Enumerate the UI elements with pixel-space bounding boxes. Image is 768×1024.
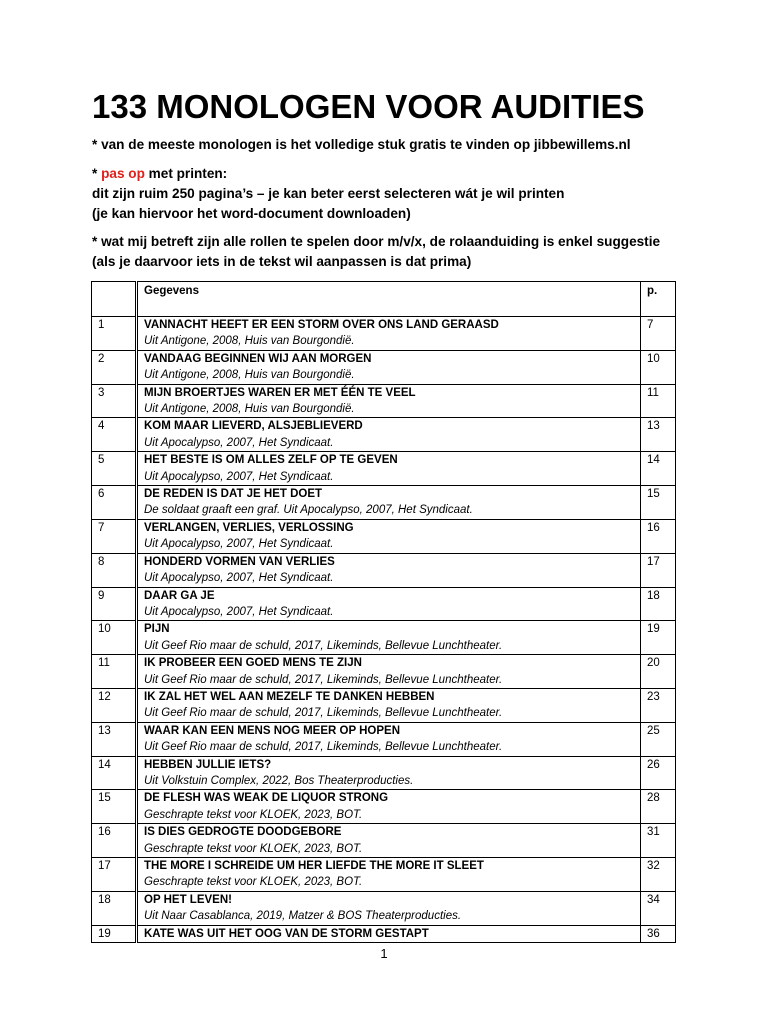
header-page: p. [641,282,676,317]
row-number: 4 [92,418,137,452]
row-page: 36 [641,925,676,942]
table-row [92,519,676,553]
monologue-source: Uit Geef Rio maar de schuld, 2017, Likeminds, Bellevue Lunchtheater. [144,673,503,686]
monologue-title: HEBBEN JULLIE IETS? [144,758,272,771]
row-details [137,587,641,621]
monologue-title: KATE WAS UIT HET OOG VAN DE STORM GESTAPT [144,927,429,940]
row-page: 31 [641,824,676,858]
row-details [137,486,641,520]
row-page: 17 [641,553,676,587]
row-number: 16 [92,824,137,858]
row-number: 8 [92,553,137,587]
monologue-source: Uit Antigone, 2008, Huis van Bourgondië. [144,403,355,416]
monologue-title: HONDERD VORMEN VAN VERLIES [144,555,335,568]
row-number: 14 [92,756,137,790]
note-roles-line-1: * wat mij betreft zijn alle rollen te spelen door m/v/x, de rolaanduiding is enkel suggestie [92,234,661,249]
header-data: Gegevens [137,282,641,317]
row-details [137,621,641,655]
row-page: 26 [641,756,676,790]
row-details [137,350,641,384]
table-row [92,722,676,756]
monologue-title: IK ZAL HET WEL AAN MEZELF TE DANKEN HEBBEN [144,690,435,703]
table-row [92,858,676,892]
row-details [137,384,641,418]
row-number: 1 [92,317,137,351]
row-page: 14 [641,452,676,486]
table-row [92,452,676,486]
table-row [92,317,676,351]
monologue-title: VANNACHT HEEFT ER EEN STORM OVER ONS LAND GERAASD [144,319,499,331]
table-row [92,655,676,689]
row-number: 7 [92,519,137,553]
monologue-title: OP HET LEVEN! [144,893,232,906]
monologue-source: Geschrapte tekst voor KLOEK, 2023, BOT. [144,842,363,855]
note-free-plays: * van de meeste monologen is het volledige stuk gratis te vinden op jibbewillems.nl [92,137,631,152]
row-details [137,858,641,892]
monologue-title: VERLANGEN, VERLIES, VERLOSSING [144,521,354,534]
monologue-source: Uit Apocalypso, 2007, Het Syndicaat. [144,436,334,449]
monologue-title: MIJN BROERTJES WAREN ER MET ÉÉN TE VEEL [144,386,416,399]
monologue-title: WAAR KAN EEN MENS NOG MEER OP HOPEN [144,724,401,737]
row-number: 18 [92,891,137,925]
monologue-source: Uit Apocalypso, 2007, Het Syndicaat. [144,470,334,483]
row-details [137,452,641,486]
note-printing-line-1: dit zijn ruim 250 pagina’s – je kan beter eerst selecteren wát je wil printen [92,186,565,201]
row-number: 12 [92,688,137,722]
note-printing-heading: * pas op met printen: [92,166,228,181]
monologue-title: DE REDEN IS DAT JE HET DOET [144,488,323,501]
row-number: 10 [92,621,137,655]
row-details [137,553,641,587]
table-row [92,824,676,858]
row-details [137,756,641,790]
row-details [137,824,641,858]
monologue-source: Uit Geef Rio maar de schuld, 2017, Likeminds, Bellevue Lunchtheater. [144,741,503,754]
row-details [137,891,641,925]
monologue-title: HET BESTE IS OM ALLES ZELF OP TE GEVEN [144,454,398,467]
row-page: 7 [641,317,676,351]
monologue-source: Uit Antigone, 2008, Huis van Bourgondië. [144,369,355,382]
row-page: 19 [641,621,676,655]
row-page: 28 [641,790,676,824]
header-num [92,282,137,317]
monologue-source: Uit Antigone, 2008, Huis van Bourgondië. [144,335,355,348]
table-row [92,756,676,790]
table-row [92,790,676,824]
row-number: 6 [92,486,137,520]
row-page: 23 [641,688,676,722]
monologue-source: Uit Volkstuin Complex, 2022, Bos Theaterproducties. [144,774,414,787]
monologue-title: PIJN [144,623,170,636]
monologue-source: Uit Naar Casablanca, 2019, Matzer & BOS Theaterproducties. [144,910,462,923]
row-details [137,790,641,824]
row-page: 18 [641,587,676,621]
monologue-title: DE FLESH WAS WEAK DE LIQUOR STRONG [144,792,389,805]
monologue-title: IS DIES GEDROGTE DOODGEBORE [144,826,342,839]
row-page: 16 [641,519,676,553]
row-page: 25 [641,722,676,756]
table-row [92,688,676,722]
page-number: 1 [380,946,388,961]
monologue-source: De soldaat graaft een graf. Uit Apocalypso, 2007, Het Syndicaat. [144,504,473,517]
table-row [92,891,676,925]
note-printing [92,164,564,224]
monologue-source: Uit Apocalypso, 2007, Het Syndicaat. [144,572,334,585]
row-number: 13 [92,722,137,756]
table-row [92,621,676,655]
monologue-source: Geschrapte tekst voor KLOEK, 2023, BOT. [144,876,363,889]
monologue-table [91,281,676,943]
table-row [92,486,676,520]
row-number: 9 [92,587,137,621]
monologue-source: Uit Apocalypso, 2007, Het Syndicaat. [144,538,334,551]
note-roles [92,232,660,272]
row-details [137,925,641,942]
warning-text: pas op [101,166,145,181]
row-page: 11 [641,384,676,418]
document-title: 133 MONOLOGEN VOOR AUDITIES [92,88,645,125]
monologue-source: Uit Geef Rio maar de schuld, 2017, Likeminds, Bellevue Lunchtheater. [144,707,503,720]
row-page: 34 [641,891,676,925]
monologue-source: Geschrapte tekst voor KLOEK, 2023, BOT. [144,808,363,821]
table-row [92,418,676,452]
row-number: 19 [92,925,137,942]
monologue-title: VANDAAG BEGINNEN WIJ AAN MORGEN [144,352,372,365]
table-row [92,384,676,418]
row-number: 11 [92,655,137,689]
row-details [137,519,641,553]
monologue-title: KOM MAAR LIEVERD, ALSJEBLIEVERD [144,420,363,433]
table-row [92,350,676,384]
monologue-source: Uit Apocalypso, 2007, Het Syndicaat. [144,605,334,618]
row-number: 2 [92,350,137,384]
monologue-title: IK PROBEER EEN GOED MENS TE ZIJN [144,657,362,670]
row-page: 10 [641,350,676,384]
monologue-title: THE MORE I SCHREIDE UM HER LIEFDE THE MORE IT SLEET [144,860,484,872]
note-roles-line-2: (als je daarvoor iets in de tekst wil aanpassen is dat prima) [92,254,472,269]
row-page: 15 [641,486,676,520]
row-details [137,418,641,452]
row-page: 20 [641,655,676,689]
row-number: 17 [92,858,137,892]
row-page: 32 [641,858,676,892]
row-number: 3 [92,384,137,418]
table-row [92,925,676,942]
row-number: 5 [92,452,137,486]
table-row [92,587,676,621]
table-header-row [92,282,676,317]
monologue-title: DAAR GA JE [144,589,215,602]
note-printing-line-2: (je kan hiervoor het word-document downloaden) [92,206,411,221]
row-details [137,688,641,722]
row-details [137,722,641,756]
monologue-source: Uit Geef Rio maar de schuld, 2017, Likeminds, Bellevue Lunchtheater. [144,639,503,652]
row-page: 13 [641,418,676,452]
row-number: 15 [92,790,137,824]
table-row [92,553,676,587]
row-details [137,317,641,351]
row-details [137,655,641,689]
